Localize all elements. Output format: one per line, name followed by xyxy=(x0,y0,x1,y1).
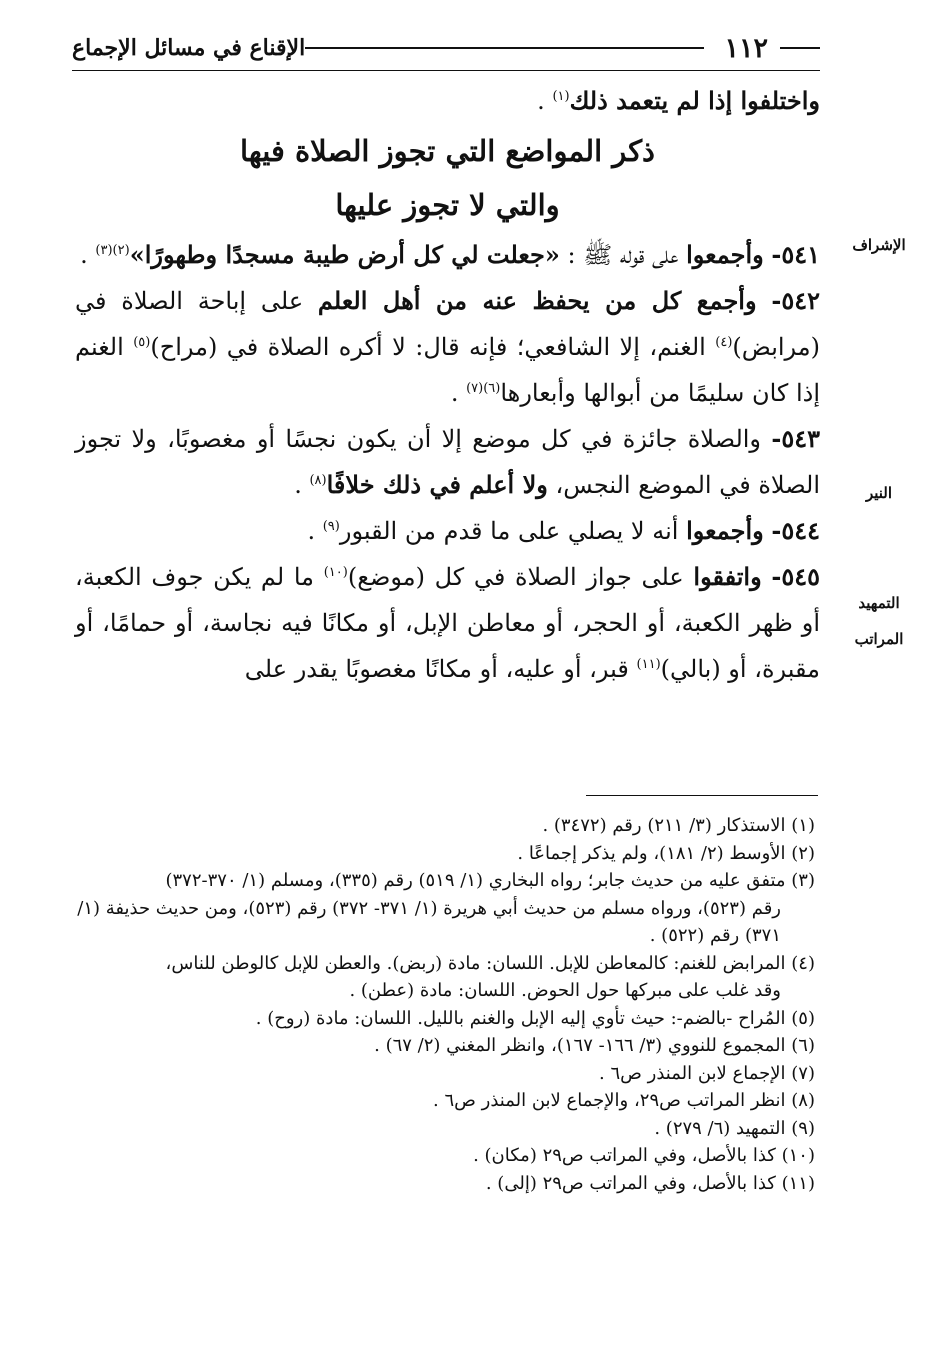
footnote-ref: (٢)(٣) xyxy=(95,243,130,258)
margin-source-ishraf: الإشراف xyxy=(852,236,906,254)
header-rule xyxy=(72,70,820,71)
paragraph-545: ٥٤٥- واتفقوا على جواز الصلاة في كل (موضع)$^{(١٠)}$ ما لم يكن جوف الكعبة، أو ظهر الكعبة، أو الحجر، أو معاطن الإبل، أو مكانًا فيه نجاسة، أو حمامًا، أو مقبرة، أو (بالي)$^{(١١)}$ قبر، أو عليه، أو مكانًا مغصوبًا يقدر على xyxy=(75,562,820,683)
footnote-6: (٦) المجموع للنووي (٣/ ١٦٦- ١٦٧)، وانظر المغني (٢/ ٦٧) . xyxy=(374,1035,815,1056)
footnote-ref: (٤) xyxy=(715,335,733,350)
footnote-5: (٥) المُراح -بالضم-: حيث تأوي إليه الإبل والغنم بالليل. اللسان: مادة (روح) . xyxy=(255,1007,815,1029)
paragraph-541: ٥٤١- وأجمعوا على قوله ﷺ : «جعلت لي كل أرض طيبة مسجدًا وطهورًا»$^{(٢)(٣)}$ . xyxy=(80,240,820,269)
footnote-9: (٩) التمهيد (٦/ ٢٧٩) . xyxy=(654,1117,815,1139)
footnote-10: (١٠) كذا بالأصل، وفي المراتب ص٢٩ (مكان) . xyxy=(473,1145,815,1166)
paragraph-542: ٥٤٢- وأجمع كل من يحفظ عنه من أهل العلم على إباحة الصلاة في (مرابض)$^{(٤)}$ الغنم، إلا الشافعي؛ فإنه قال: لا أكره الصلاة في (مراح)$^{(٥)}$ الغنم إذا كان سليمًا من أبوالها وأبعارها$^{(٦)(٧)}$ . xyxy=(75,286,820,407)
main-text xyxy=(75,78,820,692)
header-dash xyxy=(780,47,820,49)
footnote-1: (١) الاستذكار (٣/ ٢١١) رقم (٣٤٧٢) . xyxy=(542,815,815,836)
footnote-ref: (٨) xyxy=(309,473,327,488)
paragraph-543: ٥٤٣- والصلاة جائزة في كل موضع إلا أن يكون نجسًا أو مغصوبًا، ولا تجوز الصلاة في الموضع النجس، ولا أعلم في ذلك خلافًا$^{(٨)}$ . xyxy=(75,424,820,499)
footnote-ref: (١٠) xyxy=(323,565,348,580)
running-title: الإقناع في مسائل الإجماع xyxy=(72,35,306,61)
footnote-ref: (١) xyxy=(552,89,570,104)
footnote-ref: (٥) xyxy=(133,335,151,350)
footnote-11: (١١) كذا بالأصل، وفي المراتب ص٢٩ (إلى) . xyxy=(485,1172,815,1194)
section-title: ذكر المواضع التي تجوز الصلاة فيها xyxy=(240,134,655,168)
footnote-3-continued: رقم (٥٢٣)، ورواه مسلم من حديث أبي هريرة (١/ ٣٧١- ٣٧٢) رقم (٥٢٣)، ومن حديث حذيفة (١/ ٣٧١) رقم (٥٢٢) . xyxy=(77,897,781,946)
hadith-quote: «جعلت لي كل أرض طيبة مسجدًا وطهورًا» xyxy=(129,240,560,269)
footnote-4: (٤) المرابض للغنم: كالمعاطن للإبل. اللسان: مادة (ربض). والعطن للإبل كالوطن للناس، xyxy=(165,952,815,974)
page-header xyxy=(72,28,820,68)
footnote-ref: (٦)(٧) xyxy=(466,381,501,396)
issue-number: ٥٤٣- xyxy=(771,424,820,453)
paragraph-544: ٥٤٤- وأجمعوا أنه لا يصلي على ما قدم من القبور$^{(٩)}$ . xyxy=(307,516,820,545)
margin-source-nayyir: النير xyxy=(865,484,893,502)
footnotes xyxy=(70,812,815,1197)
footnote-4-continued: وقد غلب على مبركها حول الحوض. اللسان: مادة (عطن) . xyxy=(349,980,781,1001)
footnote-7: (٧) الإجماع لابن المنذر ص٦ . xyxy=(599,1062,815,1084)
margin-source-tamhid: التمهيد xyxy=(858,594,900,612)
page-number: ١١٢ xyxy=(724,32,768,64)
text-line: واختلفوا إذا لم يتعمد ذلك$^{(١)}$ . xyxy=(537,86,820,115)
footnote-ref: (١١) xyxy=(636,657,661,672)
issue-number: ٥٤٥- xyxy=(771,562,820,591)
section-subtitle: والتي لا تجوز عليها xyxy=(335,188,560,222)
issue-number: ٥٤١- xyxy=(771,240,820,269)
footnote-separator xyxy=(586,795,818,796)
footnote-ref: (٩) xyxy=(322,519,340,534)
footnote-8: (٨) انظر المراتب ص٢٩، والإجماع لابن المنذر ص٦ . xyxy=(433,1090,815,1111)
issue-number: ٥٤٤- xyxy=(771,516,820,545)
margin-source-maratib: المراتب xyxy=(854,630,904,648)
header-line xyxy=(305,47,704,49)
footnote-3: (٣) متفق عليه من حديث جابر؛ رواه البخاري (١/ ٥١٩) رقم (٣٣٥)، ومسلم (١/ ٣٧٠-٣٧٢) xyxy=(165,870,815,891)
issue-number: ٥٤٢- xyxy=(771,286,820,315)
footnote-2: (٢) الأوسط (٢/ ١٨١)، ولم يذكر إجماعًا . xyxy=(517,842,815,864)
